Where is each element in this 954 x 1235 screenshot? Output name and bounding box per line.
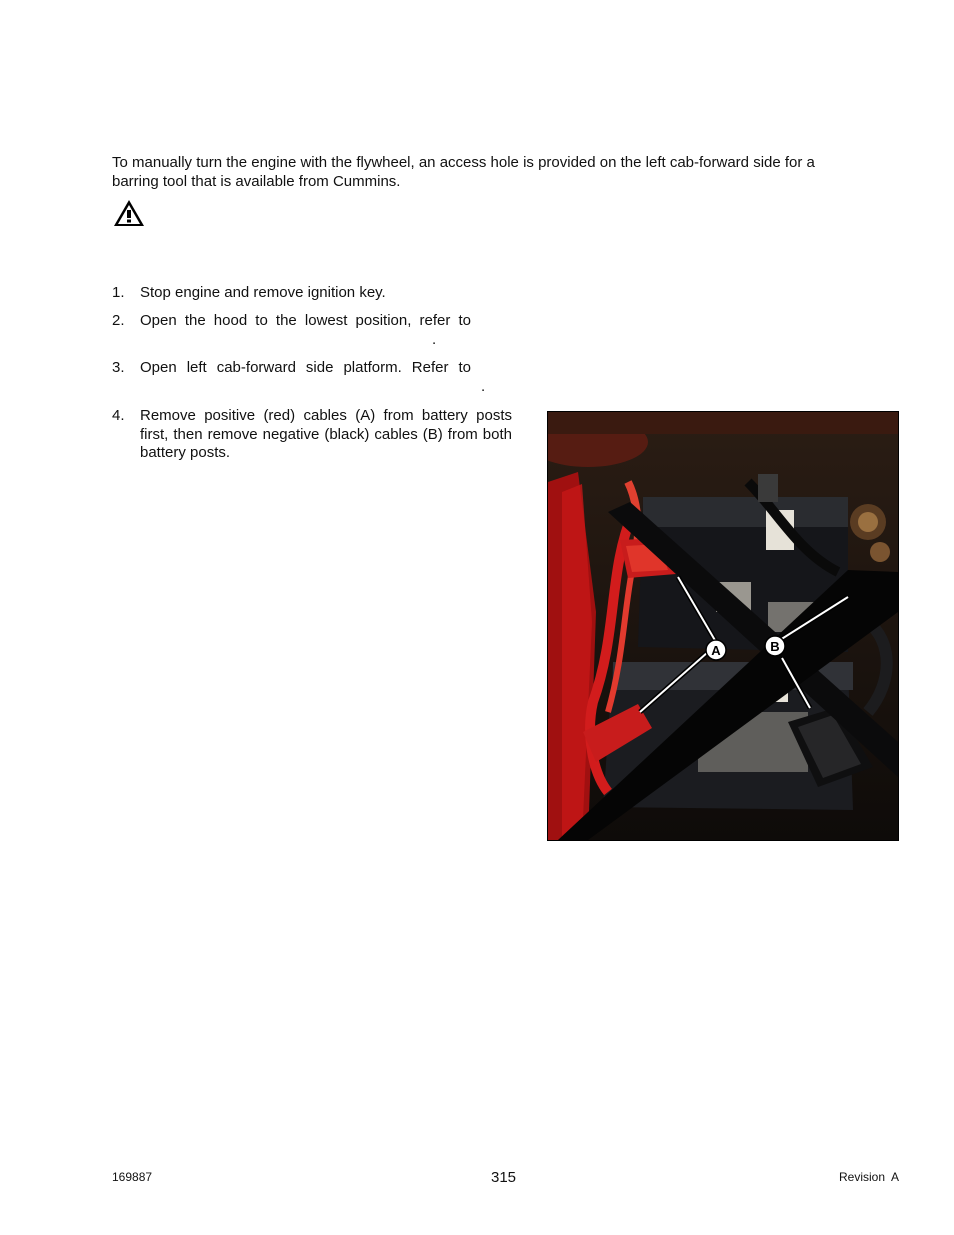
step-number: 4. — [112, 407, 125, 424]
step-text: Open the hood to the lowest position, refer to — [140, 312, 471, 329]
step-number: 1. — [112, 284, 125, 301]
revision-label: Revision A — [839, 1170, 900, 1184]
callout-a-label: A — [711, 643, 721, 658]
step-3 — [112, 359, 532, 399]
step-number: 2. — [112, 312, 125, 329]
step-2 — [112, 312, 532, 352]
step-text: Remove positive (red) cables (A) from battery posts first, then remove negative (black) cables (B) from both battery posts. — [140, 407, 512, 461]
callout-a — [706, 640, 726, 660]
step-4 — [112, 407, 532, 467]
step-trail: . — [481, 378, 486, 395]
step-text: Open left cab-forward side platform. Refer to — [140, 359, 471, 376]
warning-triangle-icon — [112, 198, 146, 228]
page-number: 315 — [491, 1169, 517, 1186]
callout-b — [765, 636, 785, 656]
step-trail: . — [432, 331, 437, 348]
step-number: 3. — [112, 359, 125, 376]
doc-number: 169887 — [112, 1170, 153, 1184]
step-text: Stop engine and remove ignition key. — [140, 284, 386, 301]
callout-b-label: B — [770, 639, 780, 654]
intro-paragraph: To manually turn the engine with the flywheel, an access hole is provided on the left cab-forward side for a barring tool that is available from Cummins. — [112, 154, 815, 190]
battery-cables-photo — [547, 411, 899, 841]
